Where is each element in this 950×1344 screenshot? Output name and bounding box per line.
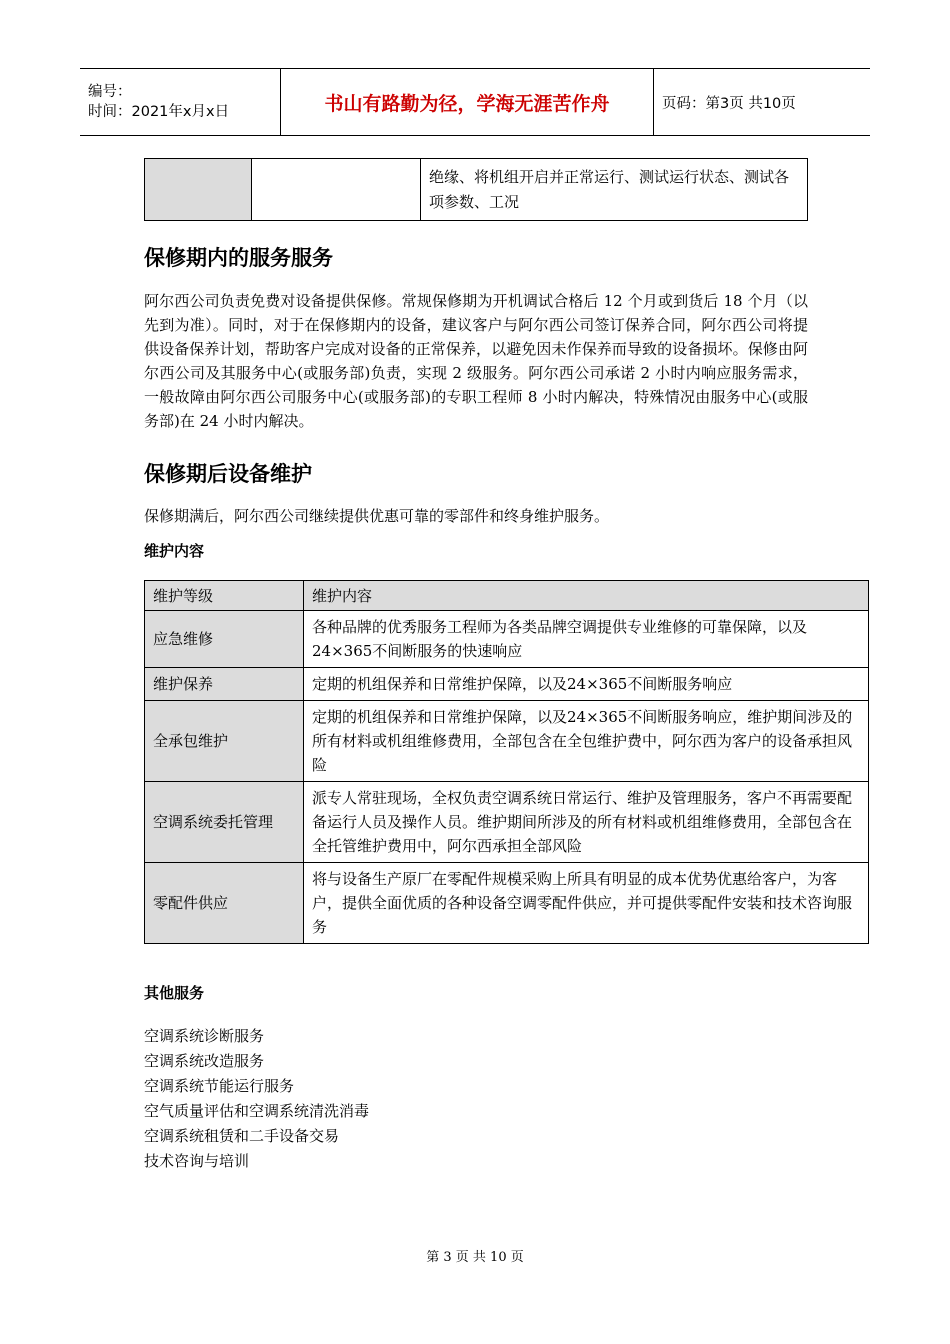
row-content: 各种品牌的优秀服务工程师为各类品牌空调提供专业维修的可靠保障，以及24×365不间断服务的快速响应 — [304, 611, 869, 668]
list-item: 技术咨询与培训 — [144, 1152, 250, 1170]
row-level: 应急维修 — [145, 611, 304, 668]
post-warranty-body: 保修期满后，阿尔西公司继续提供优惠可靠的零部件和终身维护服务。 — [144, 507, 610, 525]
row-content: 派专人常驻现场，全权负责空调系统日常运行、维护及管理服务，客户不再需要配备运行人员及操作人员。维护期间所涉及的所有材料或机组维修费用，全部包含在全托管维护费用中，阿尔西承担全部风险 — [304, 782, 869, 863]
table-header-row — [145, 581, 869, 611]
table-row — [145, 611, 869, 668]
header-meta — [80, 69, 281, 136]
continued-table-cell-1 — [145, 159, 252, 221]
continued-table-cell-2 — [252, 159, 421, 221]
table-row — [145, 668, 869, 701]
column-header-level: 维护等级 — [145, 581, 304, 611]
table-row — [145, 701, 869, 782]
list-item: 空气质量评估和空调系统清洗消毒 — [144, 1102, 370, 1120]
maintenance-heading: 维护内容 — [144, 542, 205, 560]
column-header-content: 维护内容 — [304, 581, 869, 611]
row-content: 将与设备生产原厂在零配件规模采购上所具有明显的成本优势优惠给客户，为客户，提供全面优质的各种设备空调零配件供应，并可提供零配件安装和技术咨询服务 — [304, 863, 869, 944]
continued-table-cell-3: 绝缘、将机组开启并正常运行、测试运行状态、测试各项参数、工况 — [421, 159, 808, 221]
post-warranty-title: 保修期后设备维护 — [144, 462, 312, 486]
warranty-body: 阿尔西公司负责免费对设备提供保修。常规保修期为开机调试合格后 12 个月或到货后 18 个月（以先到为准）。同时，对于在保修期内的设备，建议客户与阿尔西公司签订保养合同，阿尔西公司将提供设备保养计划，帮助客户完成对设备的正常保养，以避免因未作保养而导致的设备损坏。保修由阿尔西公司及其服务中心(或服务部)负责，实现 2 级服务。阿尔西公司承诺 2 小时内响应服务需求，一般故障由阿尔西公司服务中心(或服务部)的专职工程师 8 小时内解决，特殊情况由服务中心(或服务部)在 24 小时内解决。 — [144, 292, 808, 430]
row-level: 维护保养 — [145, 668, 304, 701]
header-motto-cell — [281, 69, 654, 136]
list-item: 空调系统节能运行服务 — [144, 1077, 295, 1095]
time-label: 时间：2021年x月x日 — [88, 104, 230, 120]
page-label: 页码：第3页 共10页 — [654, 69, 871, 136]
list-item: 空调系统诊断服务 — [144, 1027, 265, 1045]
other-services-list — [144, 1024, 369, 1174]
maintenance-table — [144, 580, 869, 944]
row-level: 零配件供应 — [145, 863, 304, 944]
table-row — [145, 863, 869, 944]
row-content: 定期的机组保养和日常维护保障，以及24×365不间断服务响应，维护期间涉及的所有材料或机组维修费用，全部包含在全包维护费中，阿尔西为客户的设备承担风险 — [304, 701, 869, 782]
list-item: 空调系统租赁和二手设备交易 — [144, 1127, 340, 1145]
page-footer: 第 3 页 共 10 页 — [426, 1250, 524, 1265]
row-level: 空调系统委托管理 — [145, 782, 304, 863]
warranty-title: 保修期内的服务服务 — [144, 246, 333, 270]
page-header — [80, 68, 870, 136]
continued-table — [144, 158, 808, 221]
row-level: 全承包维护 — [145, 701, 304, 782]
motto: 书山有路勤为径，学海无涯苦作舟 — [324, 92, 610, 115]
number-label: 编号： — [88, 84, 132, 100]
row-content: 定期的机组保养和日常维护保障，以及24×365不间断服务响应 — [304, 668, 869, 701]
list-item: 空调系统改造服务 — [144, 1052, 265, 1070]
other-services-heading: 其他服务 — [144, 984, 205, 1002]
table-row — [145, 782, 869, 863]
